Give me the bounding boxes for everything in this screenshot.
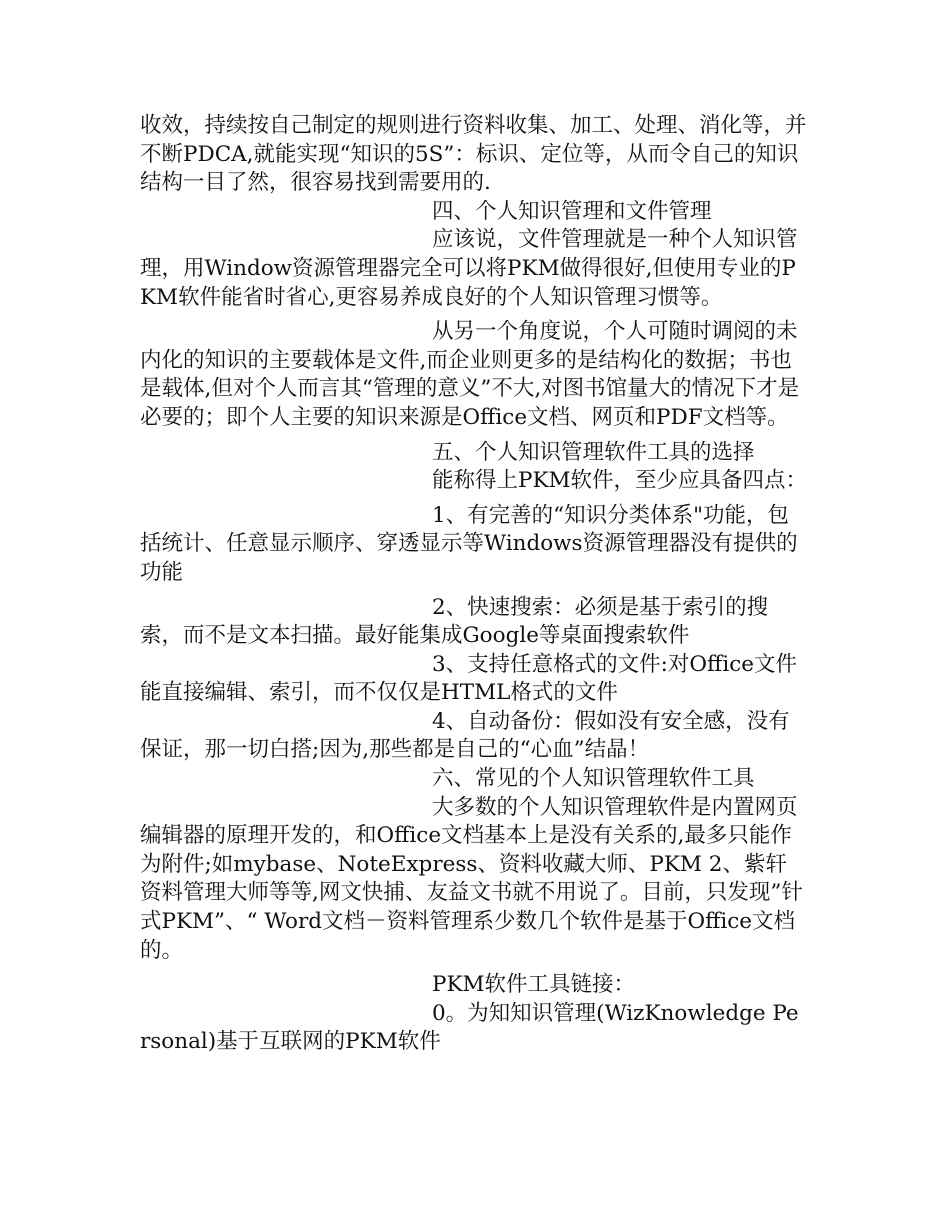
list-item-3: 3、支持任意格式的文件:对Office文件能直接编辑、索引，而不仅仅是HTML格式的文件 <box>140 651 797 706</box>
document-page <box>140 112 808 1057</box>
section-heading-4: 四、个人知识管理和文件管理 <box>432 198 712 224</box>
paragraph-link-0: 0。为知知识管理(WizKnowledge Personal)基于互联网的PKM软件 <box>140 1000 799 1055</box>
paragraph-intro: 收效，持续按自己制定的规则进行资料收集、加工、处理、消化等，并不断PDCA,就能实现“知识的5S”：标识、定位等，从而令自己的知识结构一目了然，很容易找到需要用的. <box>140 113 807 196</box>
section-heading-5: 五、个人知识管理软件工具的选择 <box>432 439 755 465</box>
list-item-2: 2、快速搜索：必须是基于索引的搜索，而不是文本扫描。最好能集成Google等桌面搜索软件 <box>140 594 769 649</box>
list-item-4: 4、自动备份：假如没有安全感，没有保证，那一切白搭;因为,那些都是自己的“心血”结晶！ <box>140 708 790 763</box>
paragraph-common-tools: 大多数的个人知识管理软件是内置网页编辑器的原理开发的，和Office文档基本上是没有关系的,最多只能作为附件;如mybase、NoteExpress、资料收藏大师、PKM 2、紫轩资料管理大师等等,网文快捕、友益文书就不用说了。目前，只发现”针式PKM”、“ Word文档－资料管理系少数几个软件是基于Office文档的。 <box>140 794 803 963</box>
list-item-1: 1、有完善的“知识分类体系"功能，包括统计、任意显示顺序、穿透显示等Windows资源管理器没有提供的功能 <box>140 502 798 585</box>
paragraph-links-heading: PKM软件工具链接： <box>432 972 636 998</box>
paragraph-file-management: 应该说，文件管理就是一种个人知识管理，用Window资源管理器完全可以将PKM做得很好,但使用专业的PKM软件能省时省心,更容易养成良好的个人知识管理习惯等。 <box>140 227 798 310</box>
paragraph-pkm-requirements: 能称得上PKM软件，至少应具备四点： <box>432 468 808 494</box>
paragraph-knowledge-carrier: 从另一个角度说，个人可随时调阅的未内化的知识的主要载体是文件,而企业则更多的是结构化的数据；书也是载体,但对个人而言其“管理的意义”不大,对图书馆量大的情况下才是必要的；即个人主要的知识来源是Office文档、网页和PDF文档等。 <box>140 319 800 430</box>
section-heading-6: 六、常见的个人知识管理软件工具 <box>432 766 755 792</box>
